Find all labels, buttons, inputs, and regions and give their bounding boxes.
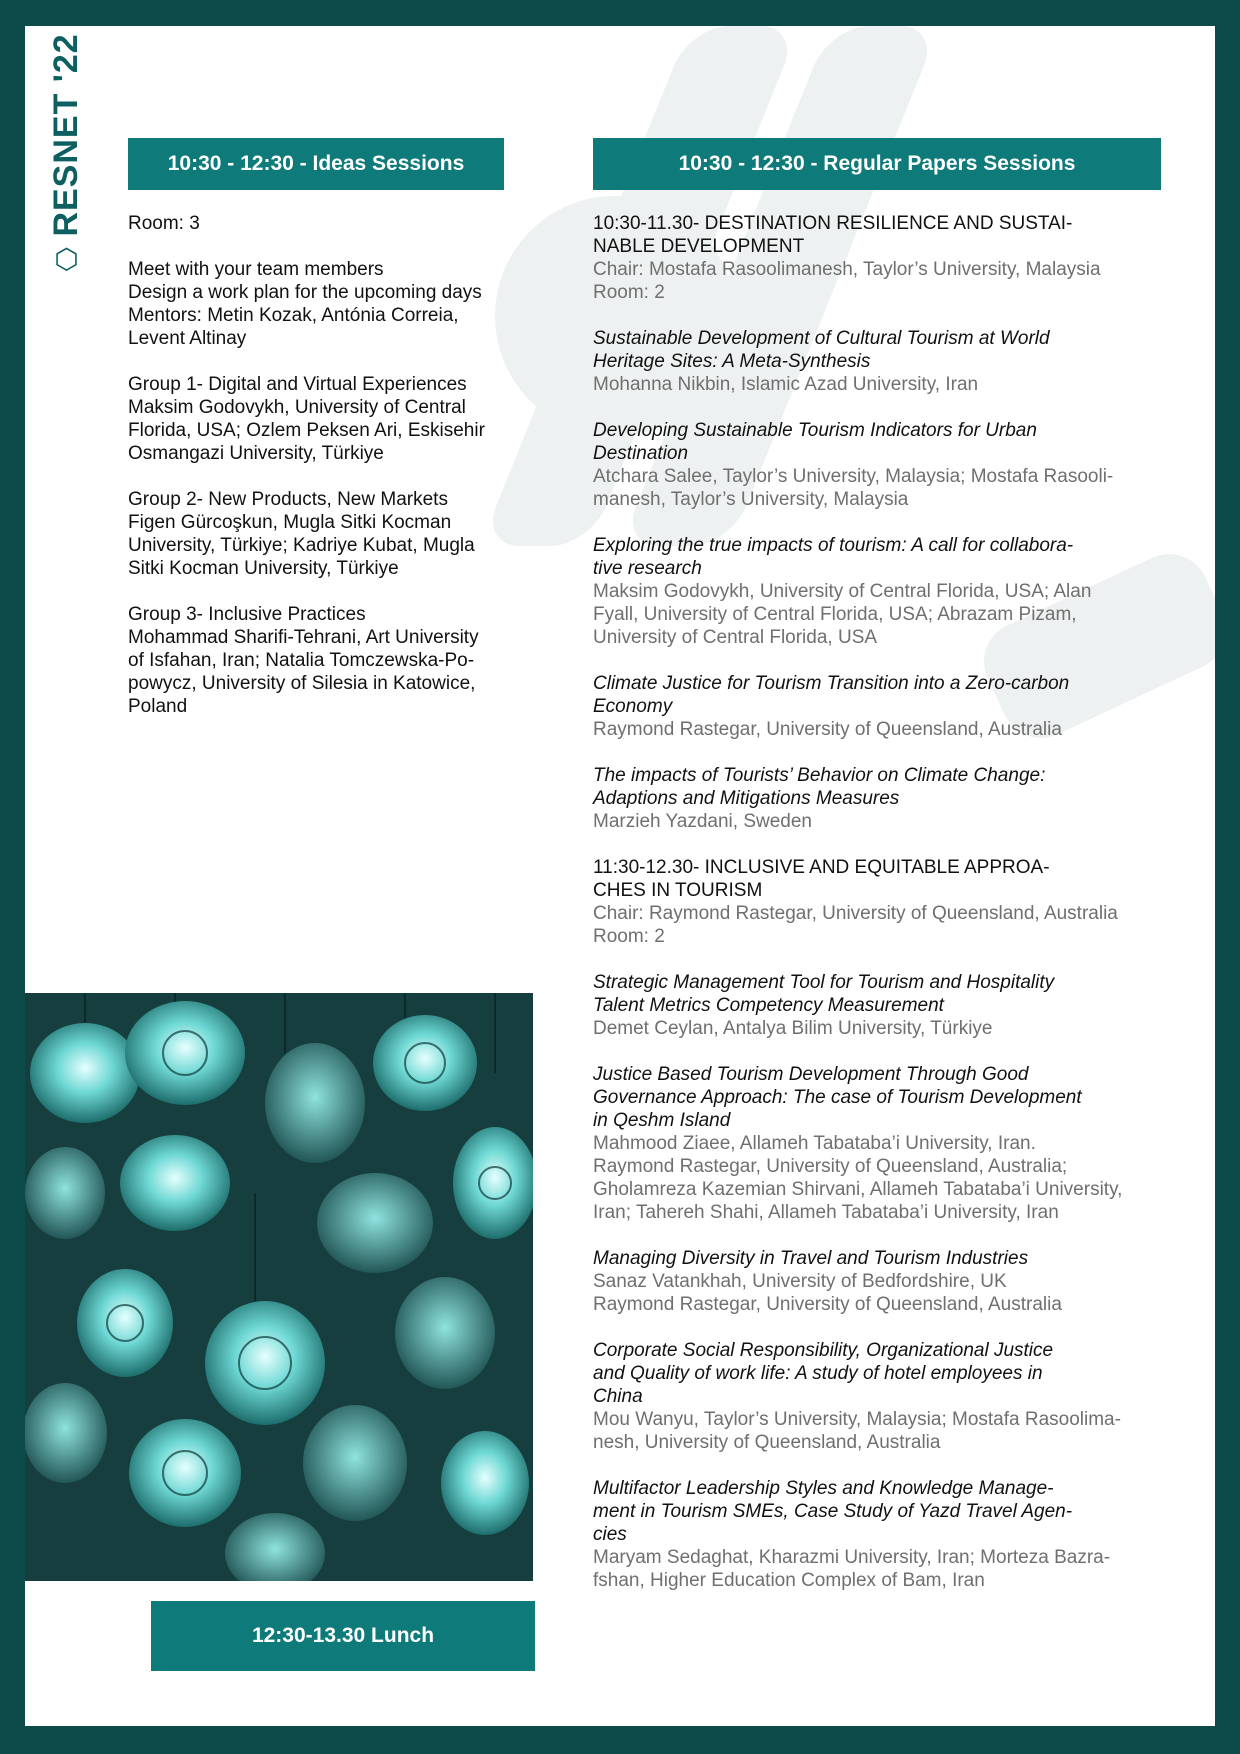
brand-logo <box>47 33 86 275</box>
mentors-line <box>128 304 528 327</box>
paper-authors: Demet Ceylan, Antalya Bilim University, Türkiye <box>593 1018 993 1039</box>
session-room: Room: 2 <box>593 282 665 303</box>
hexagon-icon: ⬡ <box>54 243 79 275</box>
paper-authors: nesh, University of Queensland, Australia <box>593 1432 941 1453</box>
group-members: of Isfahan, Iran; Natalia Tomczewska-Po- <box>128 650 475 671</box>
paper-title: Economy <box>593 696 673 717</box>
group-members: Florida, USA; Ozlem Peksen Ari, Eskisehir <box>128 420 485 441</box>
paper-title: Strategic Management Tool for Tourism and Hospitality <box>593 972 1055 993</box>
lanterns-illustration <box>25 993 533 1581</box>
paper-title: Sustainable Development of Cultural Tourism at World <box>593 328 1050 349</box>
group-block <box>128 373 528 465</box>
session-block <box>593 212 1193 304</box>
paper-entry <box>593 1063 1193 1224</box>
paper-authors: Maryam Sedaghat, Kharazmi University, Iran; Morteza Bazra- <box>593 1547 1111 1568</box>
paper-authors: Sanaz Vatankhah, University of Bedfordshire, UK <box>593 1271 1007 1292</box>
group-members: Mohammad Sharifi-Tehrani, Art University <box>128 627 479 648</box>
paper-title: Multifactor Leadership Styles and Knowledge Manage- <box>593 1478 1054 1499</box>
paper-title: tive research <box>593 558 702 579</box>
header-label: 10:30 - 12:30 - Ideas Sessions <box>167 152 465 175</box>
group-block <box>128 603 528 718</box>
group-title: Group 1- Digital and Virtual Experiences <box>128 374 467 395</box>
meet-description: Design a work plan for the upcoming days <box>128 282 482 303</box>
meet-title: Meet with your team members <box>128 259 384 280</box>
room-label: Room: 3 <box>128 213 200 234</box>
group-members: powycz, University of Silesia in Katowice, <box>128 673 476 694</box>
lunch-label: 12:30-13.30 Lunch <box>251 1624 435 1647</box>
session-title: NABLE DEVELOPMENT <box>593 236 805 257</box>
header-label: 10:30 - 12:30 - Regular Papers Sessions <box>678 152 1076 175</box>
group-members: Osmangazi University, Türkiye <box>128 443 384 464</box>
paper-entry <box>593 419 1193 511</box>
ideas-sessions-column <box>128 212 528 741</box>
group-block <box>128 488 528 580</box>
session-title: 10:30-11.30- DESTINATION RESILIENCE AND SUSTAI- <box>593 213 1073 234</box>
paper-authors: fshan, Higher Education Complex of Bam, Iran <box>593 1570 985 1591</box>
paper-authors: manesh, Taylor’s University, Malaysia <box>593 489 909 510</box>
group-title: Group 3- Inclusive Practices <box>128 604 366 625</box>
paper-authors: Iran; Tahereh Shahi, Allameh Tabataba’i University, Iran <box>593 1202 1059 1223</box>
session-room: Room: 2 <box>593 926 665 947</box>
lanterns-photo <box>25 993 533 1581</box>
meet-block <box>128 258 528 350</box>
paper-title: China <box>593 1386 643 1407</box>
group-members: Maksim Godovykh, University of Central <box>128 397 466 418</box>
paper-authors: Mahmood Ziaee, Allameh Tabataba’i University, Iran. <box>593 1133 1036 1154</box>
session-block <box>593 856 1193 948</box>
mentors-label: Mentors: <box>128 305 208 326</box>
paper-authors: Raymond Rastegar, University of Queensland, Australia; <box>593 1156 1068 1177</box>
group-members: University, Türkiye; Kadriye Kubat, Mugla <box>128 535 475 556</box>
paper-title: Exploring the true impacts of tourism: A call for collabora- <box>593 535 1074 556</box>
lunch-banner <box>151 1601 535 1671</box>
program-page <box>25 26 1215 1726</box>
paper-title: Governance Approach: The case of Tourism Development <box>593 1087 1082 1108</box>
paper-authors: Fyall, University of Central Florida, USA; Abrazam Pizam, <box>593 604 1077 625</box>
paper-title: Justice Based Tourism Development Through Good <box>593 1064 1029 1085</box>
paper-entry <box>593 1247 1193 1316</box>
paper-entry <box>593 971 1193 1040</box>
paper-entry <box>593 764 1193 833</box>
paper-title: Destination <box>593 443 689 464</box>
paper-entry <box>593 327 1193 396</box>
paper-title: The impacts of Tourists’ Behavior on Climate Change: <box>593 765 1046 786</box>
paper-title: Managing Diversity in Travel and Tourism Industries <box>593 1248 1029 1269</box>
paper-authors: Mohanna Nikbin, Islamic Azad University, Iran <box>593 374 979 395</box>
mentors-names: Metin Kozak, Antónia Correia, <box>207 305 459 326</box>
regular-papers-header <box>593 138 1161 190</box>
paper-entry <box>593 534 1193 649</box>
group-members: Sitki Kocman University, Türkiye <box>128 558 399 579</box>
paper-authors: Atchara Salee, Taylor’s University, Malaysia; Mostafa Rasooli- <box>593 466 1114 487</box>
paper-entry <box>593 1339 1193 1454</box>
paper-authors: Gholamreza Kazemian Shirvani, Allameh Tabataba’i University, <box>593 1179 1123 1200</box>
session-chair: Chair: Raymond Rastegar, University of Queensland, Australia <box>593 903 1118 924</box>
session-chair: Chair: Mostafa Rasoolimanesh, Taylor’s University, Malaysia <box>593 259 1101 280</box>
paper-title: cies <box>593 1524 627 1545</box>
paper-authors: Marzieh Yazdani, Sweden <box>593 811 812 832</box>
paper-title: Corporate Social Responsibility, Organizational Justice <box>593 1340 1054 1361</box>
session-title: CHES IN TOURISM <box>593 880 763 901</box>
paper-title: in Qeshm Island <box>593 1110 731 1131</box>
paper-authors: Raymond Rastegar, University of Queensland, Australia <box>593 719 1062 740</box>
mentors-names-cont: Levent Altinay <box>128 328 247 349</box>
paper-title: Developing Sustainable Tourism Indicators for Urban <box>593 420 1037 441</box>
paper-entry <box>593 1477 1193 1592</box>
group-title: Group 2- New Products, New Markets <box>128 489 448 510</box>
brand-title: RESNET '22 <box>47 33 85 237</box>
paper-authors: University of Central Florida, USA <box>593 627 878 648</box>
group-members: Poland <box>128 696 188 717</box>
paper-title: Adaptions and Mitigations Measures <box>593 788 900 809</box>
group-members: Figen Gürcoşkun, Mugla Sitki Kocman <box>128 512 452 533</box>
ideas-sessions-header <box>128 138 504 190</box>
paper-title: and Quality of work life: A study of hotel employees in <box>593 1363 1043 1384</box>
paper-authors: Mou Wanyu, Taylor’s University, Malaysia; Mostafa Rasoolima- <box>593 1409 1121 1430</box>
session-title: 11:30-12.30- INCLUSIVE AND EQUITABLE APPROA- <box>593 857 1050 878</box>
paper-title: Talent Metrics Competency Measurement <box>593 995 944 1016</box>
regular-papers-column <box>593 212 1193 1615</box>
paper-authors: Raymond Rastegar, University of Queensland, Australia <box>593 1294 1062 1315</box>
paper-title: Heritage Sites: A Meta-Synthesis <box>593 351 871 372</box>
paper-authors: Maksim Godovykh, University of Central Florida, USA; Alan <box>593 581 1092 602</box>
paper-entry <box>593 672 1193 741</box>
paper-title: Climate Justice for Tourism Transition into a Zero-carbon <box>593 673 1070 694</box>
paper-title: ment in Tourism SMEs, Case Study of Yazd Travel Agen- <box>593 1501 1073 1522</box>
